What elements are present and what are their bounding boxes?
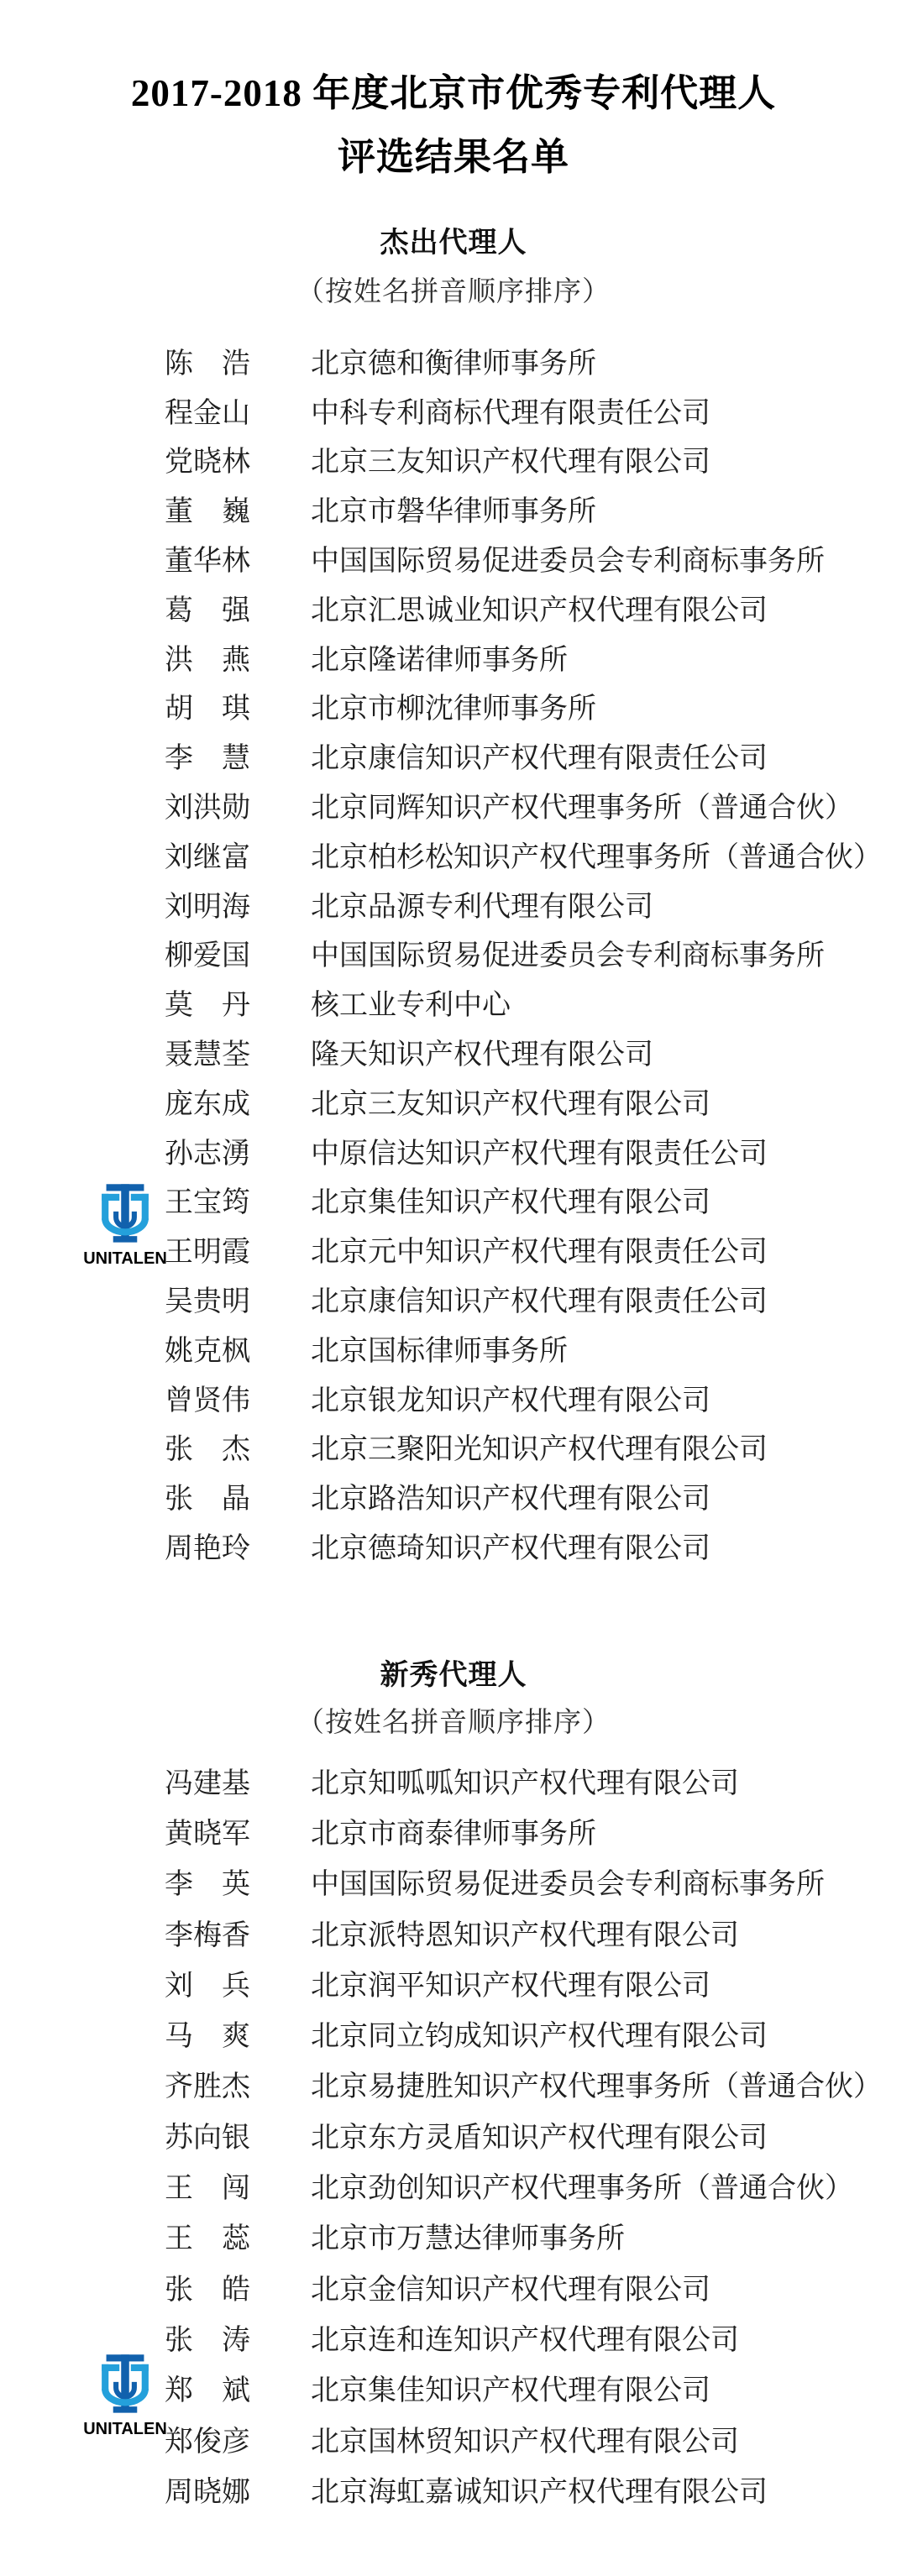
sort-note: （按姓名拼音顺序排序）	[296, 1708, 611, 1738]
agent-organization: 北京劲创知识产权代理事务所（普通合伙）	[311, 2173, 853, 2205]
agent-organization: 北京德和衡律师事务所	[311, 348, 596, 380]
sort-note: （按姓名拼音顺序排序）	[296, 277, 611, 307]
unitalen-logo-text: UNITALEN	[83, 2420, 167, 2438]
agent-name: 葛 强	[165, 594, 250, 626]
list-item	[0, 484, 907, 533]
agent-name: 王明霞	[165, 1237, 250, 1269]
agent-organization: 北京同立钧成知识产权代理有限公司	[311, 2021, 768, 2053]
agent-name: 李梅香	[165, 1919, 250, 1951]
list-item	[0, 1755, 907, 1805]
agent-name: 姚克枫	[165, 1335, 250, 1367]
agent-organization: 北京市万慧达律师事务所	[311, 2223, 625, 2255]
agent-organization: 北京路浩知识产权代理有限公司	[311, 1484, 710, 1516]
agent-organization: 核工业专利中心	[311, 990, 511, 1022]
agent-organization: 北京柏杉松知识产权代理事务所（普通合伙）	[311, 841, 882, 873]
list-item	[0, 1907, 907, 1957]
doc-title-line2: 评选结果名单	[337, 136, 569, 178]
list-item	[0, 1323, 907, 1373]
agent-organization: 北京品源专利代理有限公司	[311, 891, 653, 923]
agent-name: 党晓林	[165, 447, 250, 479]
list-item	[0, 1521, 907, 1570]
agent-name: 程金山	[165, 397, 250, 429]
list-item	[0, 1126, 907, 1175]
agent-name: 齐胜杰	[165, 2071, 250, 2103]
agent-name: 莫 丹	[165, 990, 250, 1022]
agent-organization: 北京银龙知识产权代理有限公司	[311, 1385, 710, 1416]
agent-name: 孙志湧	[165, 1138, 250, 1170]
agent-organization: 北京易捷胜知识产权代理事务所（普通合伙）	[311, 2071, 882, 2103]
agent-name: 郑 斌	[165, 2375, 250, 2407]
agent-name: 刘明海	[165, 891, 250, 923]
list-item	[0, 435, 907, 484]
agent-name: 王宝筠	[165, 1187, 250, 1219]
list-item	[0, 1274, 907, 1323]
agent-organization: 北京润平知识产权代理有限公司	[311, 1970, 710, 2002]
agent-organization: 北京集佳知识产权代理有限公司	[311, 2375, 710, 2407]
unitalen-monogram-icon	[97, 2350, 154, 2421]
unitalen-monogram-icon	[97, 1180, 154, 1250]
list-item	[0, 1373, 907, 1422]
agent-organization: 隆天知识产权代理有限公司	[311, 1039, 653, 1071]
list-item	[0, 385, 907, 435]
agent-name: 刘继富	[165, 841, 250, 873]
agent-name: 周艳玲	[165, 1533, 250, 1565]
agent-name: 张 杰	[165, 1434, 250, 1466]
list-item	[0, 2211, 907, 2261]
agent-organization: 北京海虹嘉诚知识产权代理有限公司	[311, 2476, 768, 2508]
list-item	[0, 583, 907, 632]
agent-name: 曾贤伟	[165, 1385, 250, 1416]
agent-organization: 北京连和连知识产权代理有限公司	[311, 2324, 739, 2356]
agent-name: 周晓娜	[165, 2476, 250, 2508]
agent-name: 洪 燕	[165, 644, 250, 676]
agent-name: 刘洪勋	[165, 793, 250, 825]
section-heading: 杰出代理人	[380, 228, 527, 259]
list-item	[0, 780, 907, 830]
agent-organization: 中原信达知识产权代理有限责任公司	[311, 1138, 768, 1170]
agent-name: 董华林	[165, 546, 250, 578]
agent-name: 庞东成	[165, 1088, 250, 1120]
list-item	[0, 977, 907, 1027]
agent-name: 李 慧	[165, 743, 250, 775]
agent-list	[0, 336, 907, 1570]
agent-organization: 中国国际贸易促进委员会专利商标事务所	[311, 1869, 825, 1901]
list-item	[0, 2160, 907, 2210]
list-item	[0, 1805, 907, 1856]
agent-organization: 北京集佳知识产权代理有限公司	[311, 1187, 710, 1219]
list-item	[0, 2008, 907, 2058]
list-item	[0, 682, 907, 731]
agent-organization: 北京元中知识产权代理有限责任公司	[311, 1237, 768, 1269]
agent-organization: 中科专利商标代理有限责任公司	[311, 397, 710, 429]
agent-organization: 北京三聚阳光知识产权代理有限公司	[311, 1434, 768, 1466]
agent-name: 冯建基	[165, 1767, 250, 1799]
agent-name: 吴贵明	[165, 1286, 250, 1318]
list-item	[0, 1957, 907, 2008]
list-item	[0, 533, 907, 583]
section-heading: 新秀代理人	[380, 1660, 527, 1691]
list-item	[0, 336, 907, 385]
agent-organization: 北京三友知识产权代理有限公司	[311, 447, 710, 479]
agent-organization: 北京隆诺律师事务所	[311, 644, 568, 676]
agent-name: 张 涛	[165, 2324, 250, 2356]
list-item	[0, 1856, 907, 1907]
list-item	[0, 632, 907, 682]
list-item	[0, 2059, 907, 2109]
agent-name: 苏向银	[165, 2122, 250, 2154]
agent-organization: 北京国标律师事务所	[311, 1335, 568, 1367]
list-item	[0, 1422, 907, 1472]
agent-organization: 北京国林贸知识产权代理有限公司	[311, 2426, 739, 2458]
list-item	[0, 2261, 907, 2312]
list-item	[0, 1027, 907, 1076]
list-item	[0, 929, 907, 978]
agent-name: 马 爽	[165, 2021, 250, 2053]
agent-organization: 北京同辉知识产权代理事务所（普通合伙）	[311, 793, 853, 825]
agent-organization: 北京市磐华律师事务所	[311, 496, 596, 528]
agent-organization: 北京汇思诚业知识产权代理有限公司	[311, 594, 768, 626]
agent-organization: 北京三友知识产权代理有限公司	[311, 1088, 710, 1120]
agent-organization: 中国国际贸易促进委员会专利商标事务所	[311, 940, 825, 972]
agent-name: 胡 琪	[165, 694, 250, 725]
agent-name: 张 皓	[165, 2274, 250, 2306]
list-item	[0, 830, 907, 879]
doc-title-line1: 2017-2018 年度北京市优秀专利代理人	[130, 72, 777, 114]
agent-organization: 北京金信知识产权代理有限公司	[311, 2274, 710, 2306]
unitalen-logo-text: UNITALEN	[83, 1249, 167, 1268]
agent-name: 李 英	[165, 1869, 250, 1901]
agent-organization: 北京康信知识产权代理有限责任公司	[311, 743, 768, 775]
list-item	[0, 1076, 907, 1126]
agent-organization: 北京德琦知识产权代理有限公司	[311, 1533, 710, 1565]
agent-name: 黄晓军	[165, 1818, 250, 1850]
unitalen-logo	[73, 2350, 177, 2439]
unitalen-logo	[73, 1180, 177, 1269]
agent-name: 王 闯	[165, 2173, 250, 2205]
agent-name: 张 晶	[165, 1484, 250, 1516]
agent-name: 郑俊彦	[165, 2426, 250, 2458]
agent-name: 陈 浩	[165, 348, 250, 380]
agent-name: 刘 兵	[165, 1970, 250, 2002]
agent-name: 柳爱国	[165, 940, 250, 972]
agent-name: 董 巍	[165, 496, 250, 528]
agent-name: 王 蕊	[165, 2223, 250, 2255]
agent-organization: 北京知呱呱知识产权代理有限公司	[311, 1767, 739, 1799]
list-item	[0, 730, 907, 780]
agent-organization: 北京市商泰律师事务所	[311, 1818, 596, 1850]
agent-organization: 北京市柳沈律师事务所	[311, 694, 596, 725]
agent-name: 聂慧荃	[165, 1039, 250, 1071]
agent-organization: 中国国际贸易促进委员会专利商标事务所	[311, 546, 825, 578]
list-item	[0, 1471, 907, 1521]
agent-organization: 北京派特恩知识产权代理有限公司	[311, 1919, 739, 1951]
list-item	[0, 2109, 907, 2160]
agent-organization: 北京康信知识产权代理有限责任公司	[311, 1286, 768, 1318]
list-item	[0, 879, 907, 929]
agent-organization: 北京东方灵盾知识产权代理有限公司	[311, 2122, 768, 2154]
list-item	[0, 2463, 907, 2514]
